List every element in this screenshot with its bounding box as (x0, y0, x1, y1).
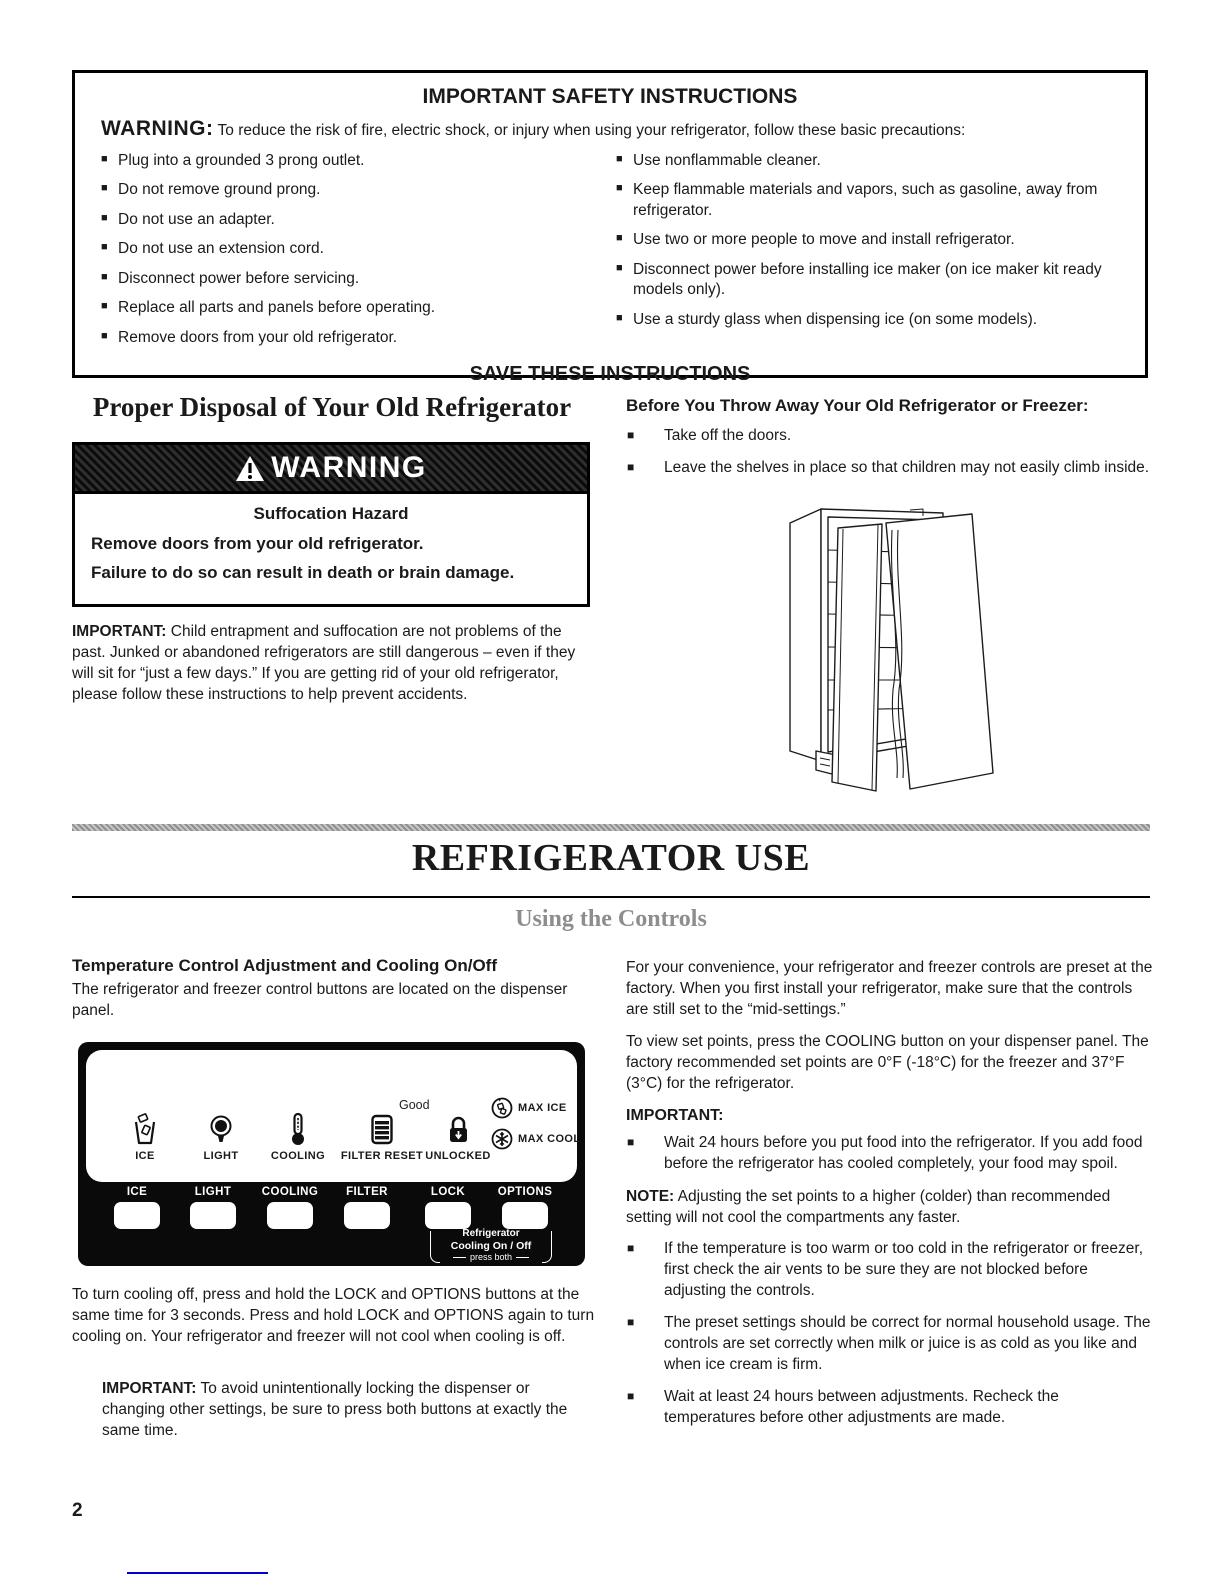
display-label-cooling: COOLING (270, 1150, 326, 1162)
refrigerator-use-title: REFRIGERATOR USE (411, 837, 811, 879)
options-button-drawing (502, 1202, 548, 1229)
thermometer-icon (263, 1100, 333, 1146)
filter-button-drawing (344, 1202, 390, 1229)
suffocation-warning-box (72, 442, 590, 607)
using-the-controls-subtitle: Using the Controls (515, 906, 707, 932)
safety-bullet-columns (101, 151, 1119, 357)
display-cell-unlocked (418, 1100, 498, 1162)
list-item: ■ Use nonflammable cleaner. (616, 151, 1119, 171)
warning-label: WARNING: (101, 117, 214, 140)
warning-banner (75, 445, 587, 494)
refrigerator-illustration (760, 490, 1012, 798)
lock-important-paragraph (102, 1378, 596, 1442)
list-item: ■ Do not remove ground prong. (101, 180, 610, 200)
display-label-light: LIGHT (203, 1150, 239, 1162)
display-cell-max (490, 1096, 581, 1158)
safety-left-list (101, 151, 610, 348)
hazard-title: Suffocation Hazard (253, 504, 409, 523)
controls-paragraph: For your convenience, your refrigerator and freezer controls are preset at the factory. When you first install your refrigerator, make sure that the controls are still set to the “mid-settings.” (626, 959, 1153, 1019)
warning-triangle-icon (235, 455, 265, 482)
list-item: ■ Disconnect power before servicing. (101, 269, 610, 289)
list-item: ■ Do not use an extension cord. (101, 239, 610, 259)
note-text: Adjusting the set points to a higher (colder) than recommended setting will not cool the compartments any faster. (626, 1188, 1111, 1227)
display-label-filter-reset: FILTER RESET (340, 1150, 424, 1162)
list-item: ■ Use two or more people to move and install refrigerator. (616, 230, 1119, 250)
list-item: ■ Keep flammable materials and vapors, such as gasoline, away from refrigerator. (616, 180, 1119, 221)
hint-line-1: Refrigerator (462, 1228, 520, 1239)
button-label-filter: FILTER (346, 1186, 388, 1198)
display-cell-ice (110, 1100, 180, 1162)
hazard-line: Failure to do so can result in death or brain damage. (91, 563, 515, 582)
temp-control-heading-block (72, 956, 594, 1022)
hint-line-3 (430, 1252, 552, 1264)
controls-paragraph: To view set points, press the COOLING button on your dispenser panel. The factory recommended set points are 0°F (-18°C) for the freezer and 37°F (3°C) for the refrigerator. (626, 1033, 1149, 1093)
warning-text: To reduce the risk of fire, electric shock, or injury when using your refrigerator, follow these basic precautions: (217, 122, 966, 139)
list-item: ■ Leave the shelves in place so that children may not easily climb inside. (626, 458, 1154, 479)
ice-icon (110, 1100, 180, 1146)
warning-body (75, 494, 587, 604)
lock-button-drawing (425, 1202, 471, 1229)
lock-icon (418, 1100, 498, 1146)
list-item: ■ Take off the doors. (626, 426, 1154, 447)
footer-blue-line (127, 1572, 268, 1574)
temp-control-heading: Temperature Control Adjustment and Cooling On/Off (72, 956, 497, 975)
save-instructions-title: SAVE THESE INSTRUCTIONS (469, 363, 751, 386)
max-ice-label: MAX ICE (518, 1102, 567, 1114)
ice-button-drawing (114, 1202, 160, 1229)
max-ice-row (490, 1096, 576, 1120)
list-item: ■ Plug into a grounded 3 prong outlet. (101, 151, 610, 171)
before-throw-list (626, 426, 1154, 479)
important-label: IMPORTANT: (72, 623, 167, 640)
hazard-line: Remove doors from your old refrigerator. (91, 534, 424, 553)
title-rule (72, 896, 1150, 898)
safety-left-column (101, 151, 610, 357)
list-item: ■ Wait 24 hours before you put food into the refrigerator. If you add food before the refrigerator has cooled completely, your food may spoil. (626, 1133, 1154, 1175)
button-label-cooling: COOLING (261, 1186, 319, 1198)
page-number: 2 (72, 1500, 83, 1521)
list-item: ■ If the temperature is too warm or too cold in the refrigerator or freezer, first check the air vents to be sure they are not blocked before adjusting the controls. (626, 1239, 1154, 1302)
before-throw-title: Before You Throw Away Your Old Refrigerator or Freezer: (626, 396, 1089, 415)
max-ice-icon (490, 1096, 514, 1120)
important-text: Child entrapment and suffocation are not problems of the past. Junked or abandoned refrigerators are still dangerous – even if they will sit for “just a few days.” If you are getting rid of your old refrigerator, please follow these instructions to help prevent accidents. (72, 623, 576, 703)
press-both-text: press both (469, 1251, 513, 1262)
list-item: ■ Disconnect power before installing ice maker (on ice maker kit ready models only). (616, 260, 1119, 301)
max-cool-snowflake-icon (490, 1127, 514, 1151)
light-bulb-icon (186, 1100, 256, 1146)
safety-right-column (610, 151, 1119, 357)
list-item: ■ Remove doors from your old refrigerator. (101, 328, 610, 348)
dispenser-panel-illustration (78, 1042, 585, 1266)
display-cell-cooling (263, 1100, 333, 1162)
light-button-drawing (190, 1202, 236, 1229)
list-item: ■ Use a sturdy glass when dispensing ice (on some models). (616, 310, 1119, 330)
safety-right-list (616, 151, 1119, 330)
list-item: ■ Do not use an adapter. (101, 210, 610, 230)
max-cool-row (490, 1127, 581, 1151)
filter-status-good: Good (399, 1098, 430, 1112)
panel-display (86, 1050, 581, 1182)
display-label-ice: ICE (135, 1150, 155, 1162)
disposal-important-paragraph (72, 622, 594, 706)
safety-instructions-box (72, 70, 1148, 386)
display-cell-filter (337, 1098, 430, 1162)
important-text: To avoid unintentionally locking the dispenser or changing other settings, be sure to press both buttons at exactly the same time. (102, 1380, 568, 1440)
list-item: ■ Replace all parts and panels before operating. (101, 298, 610, 318)
button-label-light: LIGHT (194, 1186, 232, 1198)
hint-line-2: Cooling On / Off (450, 1239, 532, 1252)
controls-right-column (626, 957, 1154, 1440)
button-label-options: OPTIONS (497, 1186, 553, 1198)
list-item: ■ The preset settings should be correct for normal household usage. The controls are set correctly when milk or juice is as cold as you like and when ice cream is firm. (626, 1313, 1154, 1376)
safety-warning-line (101, 117, 1119, 141)
cooling-on-off-hint (430, 1228, 552, 1263)
list-item: ■ Wait at least 24 hours between adjustments. Recheck the temperatures before other adjustments are made. (626, 1387, 1154, 1429)
display-label-unlocked: UNLOCKED (425, 1150, 491, 1162)
section-divider (72, 824, 1150, 831)
disposal-section-title: Proper Disposal of Your Old Refrigerator (92, 392, 572, 422)
note-paragraph (626, 1186, 1154, 1228)
cooling-off-paragraph: To turn cooling off, press and hold the LOCK and OPTIONS buttons at the same time for 3 seconds. Press and hold LOCK and OPTIONS again to turn cooling on. Your refrigerator and freezer will not cool when cooling is off. (72, 1286, 595, 1346)
before-throw-away-section (626, 396, 1154, 490)
dash-line (453, 1257, 466, 1259)
cooling-button-drawing (267, 1202, 313, 1229)
display-cell-light (186, 1100, 256, 1162)
dash-line (516, 1257, 529, 1259)
button-label-lock: LOCK (430, 1186, 466, 1198)
warning-banner-text: WARNING (271, 451, 427, 484)
safety-title: IMPORTANT SAFETY INSTRUCTIONS (422, 85, 798, 108)
note-label: NOTE: (626, 1188, 675, 1206)
refrigerator-drawing-svg (760, 490, 1012, 798)
important-label: IMPORTANT: (102, 1380, 197, 1397)
temp-control-intro: The refrigerator and freezer control buttons are located on the dispenser panel. (72, 981, 568, 1019)
controls-bullet-list (626, 1133, 1154, 1175)
button-label-ice: ICE (126, 1186, 148, 1198)
controls-bullet-list (626, 1239, 1154, 1428)
important-heading: IMPORTANT: (626, 1107, 724, 1125)
max-cool-label: MAX COOL (518, 1133, 581, 1145)
